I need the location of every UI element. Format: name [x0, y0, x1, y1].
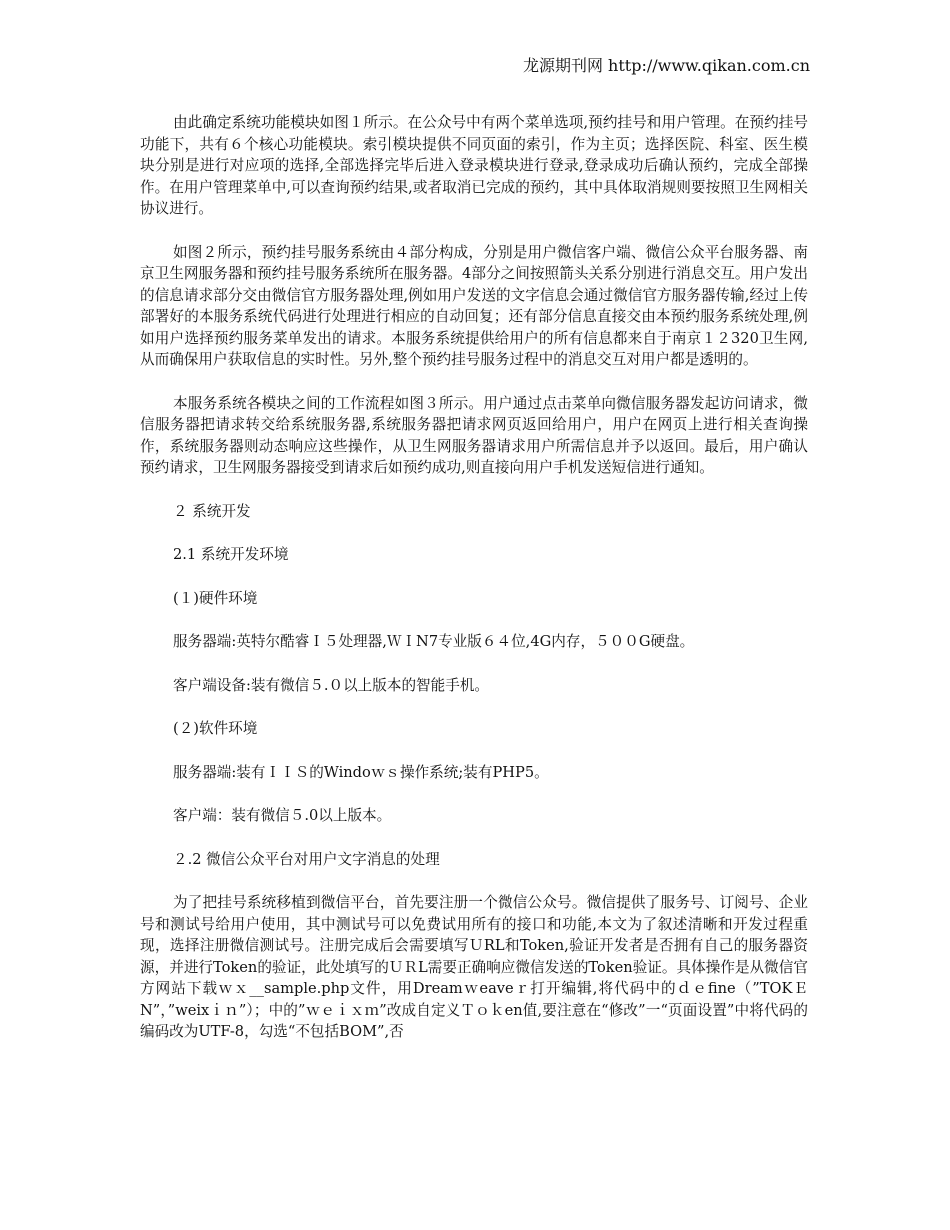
hardware-client: 客户端设备:装有微信５.０以上版本的智能手机。 [173, 676, 490, 694]
paragraph-3: 本服务系统各模块之间的工作流程如图３所示。用户通过点击菜单向微信服务器发起访问请求，微信服务器把请求转交给系统服务器,系统服务器把请求网页返回给用户，用户在网页上进行相关查询操作，系统服务器则动态响应这些操作，从卫生网服务器请求用户所需信息并予以返回。最后，用户确认预约请求，卫生网服务器接受到请求后如预约成功,则直接向用户手机发送短信进行通知。 [140, 394, 808, 476]
paragraph-2: 如图２所示，预约挂号服务系统由４部分构成，分别是用户微信客户端、微信公众平台服务器、南京卫生网服务器和预约挂号服务系统所在服务器。4部分之间按照箭头关系分别进行消息交互。用户发出的信息请求部分交由微信官方服务器处理,例如用户发送的文字信息会通过微信官方服务器传输,经过上传部署好的本服务系统代码进行处理进行相应的自动回复；还有部分信息直接交由本预约服务系统处理,例如用户选择预约服务菜单发出的请求。本服务系统提供给用户的所有信息都来自于南京１２320卫生网,从而确保用户获取信息的实时性。另外,整个预约挂号服务过程中的消息交互对用户都是透明的。 [140, 243, 808, 368]
section-heading-2: ２ 系统开发 [173, 502, 251, 520]
software-client: 客户端：装有微信５.0以上版本。 [173, 807, 392, 824]
hardware-server: 服务器端:英特尔酷睿Ｉ５处理器,ＷＩN7专业版６４位,4G内存，５００G硬盘。 [173, 633, 695, 650]
hardware-env-heading: (１)硬件环境 [173, 589, 258, 607]
software-server: 服务器端:装有ＩＩＳ的Windoｗｓ操作系统;装有PHP5。 [173, 763, 549, 781]
software-env-heading: (２)软件环境 [173, 720, 258, 737]
subsection-heading-2-2: ２.2 微信公众平台对用户文字消息的处理 [173, 850, 440, 868]
paragraph-4: 为了把挂号系统移植到微信平台，首先要注册一个微信公众号。微信提供了服务号、订阅号、企业号和测试号给用户使用，其中测试号可以免费试用所有的接口和功能,本文为了叙述清晰和开发过程重现，选择注册微信测试号。注册完成后会需要填写ＵRL和Token,验证开发者是否拥有自己的服务器资源，并进行Token的验证，此处填写的ＵＲL需要正确响应微信发送的Token验证。具体操作是从微信官方网站下载ｗｘ__sample.php文件，用Dreamｗeaveｒ打开编辑,将代码中的ｄｅfine（”TOKＥN”，”weixｉｎ”）；中的”ｗｅｉｘｍ”改成自定义Ｔｏｋen值,要注意在“修改”一“页面设置”中将代码的编码改为UTF-8，勾选“不包括BOM”,否 [140, 894, 808, 1040]
subsection-heading-2-1: 2.1 系统开发环境 [173, 546, 289, 563]
page-header: 龙源期刊网 http://www.qikan.com.cn [522, 56, 810, 75]
article-body [140, 112, 808, 1065]
paragraph-1: 由此确定系统功能模块如图１所示。在公众号中有两个菜单选项,预约挂号和用户管理。在预约挂号功能下，共有６个核心功能模块。索引模块提供不同页面的索引，作为主页；选择医院、科室、医生模块分别是进行对应项的选择,全部选择完毕后进入登录模块进行登录,登录成功后确认预约，完成全部操作。在用户管理菜单中,可以查询预约结果,或者取消已完成的预约，其中具体取消规则要按照卫生网相关协议进行。 [140, 114, 808, 217]
